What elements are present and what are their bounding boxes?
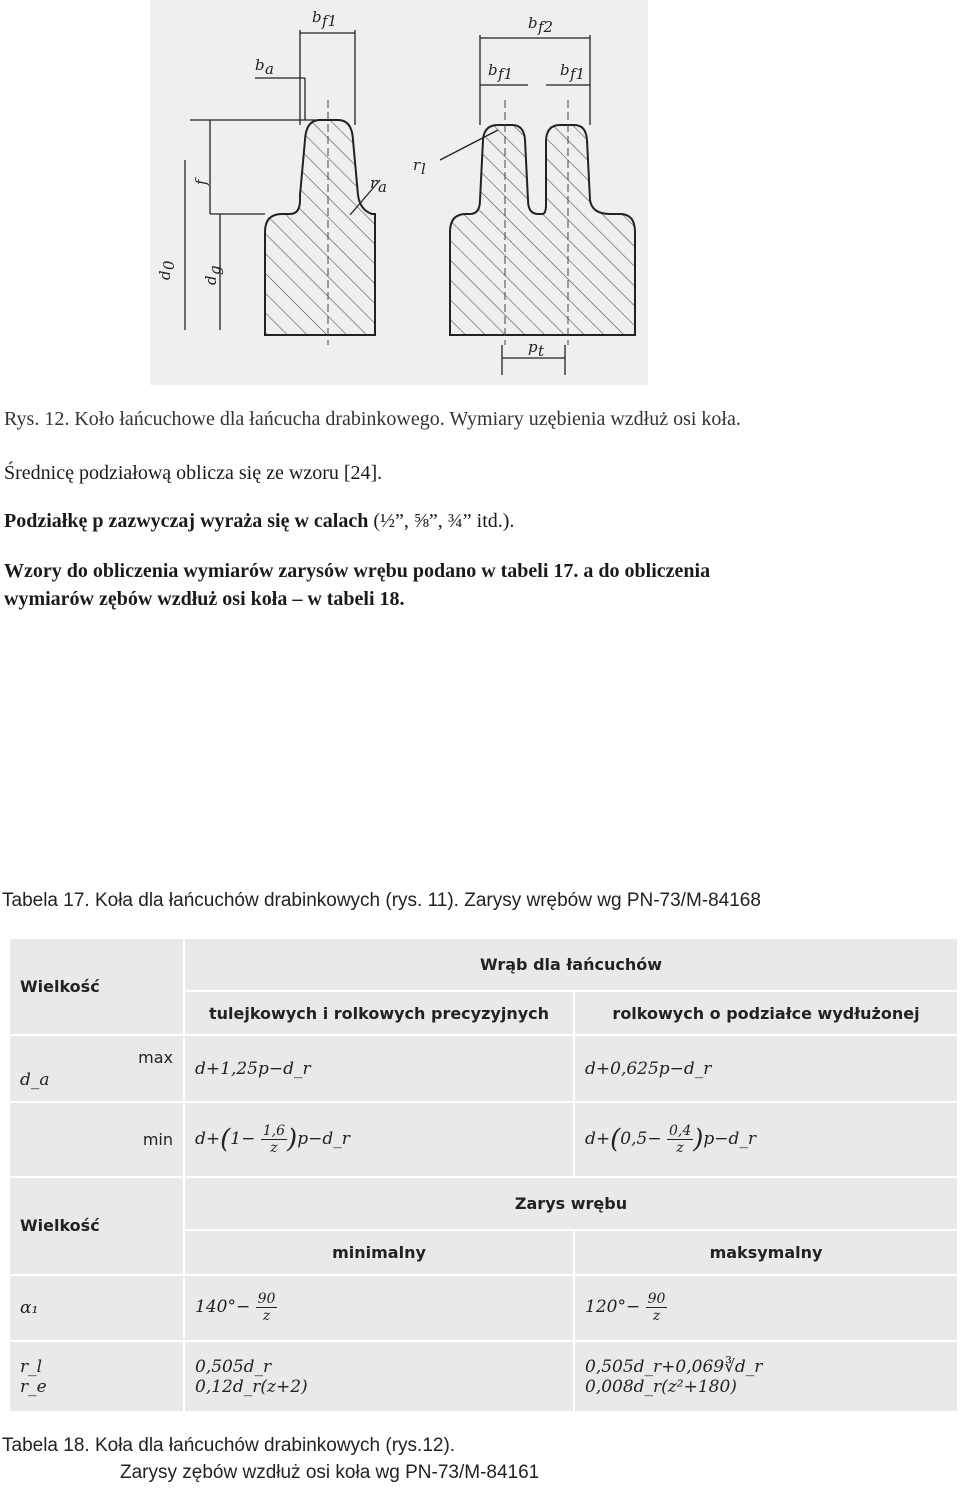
table17-grid xyxy=(8,937,959,1413)
table17-da-max-col2: d+0,625p−d_r xyxy=(574,1035,958,1101)
right-tooth-body xyxy=(450,125,635,335)
table17-alpha-max xyxy=(574,1275,958,1341)
label-dg-sub: g xyxy=(206,265,224,275)
table17-header-wielkosc-2: Wielkość xyxy=(9,1177,184,1274)
da-min-col1-post: p−d_r xyxy=(297,1129,350,1150)
table18-caption-line2: Zarysy zębów wzdłuż osi koła wg PN-73/M-84161 xyxy=(120,1462,540,1483)
table17-r-symbols xyxy=(9,1341,184,1412)
left-tooth-body xyxy=(265,120,375,335)
label-d0-sub: 0 xyxy=(160,260,178,270)
alpha-min-pre: 140°− xyxy=(195,1297,251,1318)
alpha-min-fraction xyxy=(256,1291,278,1324)
da-min-col2-num: 0,4 xyxy=(668,1123,692,1140)
label-bf1-left: b xyxy=(312,8,322,26)
table17-rl-symbol: r_l xyxy=(20,1356,43,1377)
da-min-col2-post: p−d_r xyxy=(703,1129,757,1150)
table17-da-max-col1: d+1,25p−d_r xyxy=(184,1035,574,1101)
label-dg: d xyxy=(202,275,220,285)
table17-rl-min: 0,505d_r xyxy=(195,1356,272,1377)
table17-da-min-col2 xyxy=(574,1102,958,1177)
da-min-col2-close: ) xyxy=(693,1124,704,1155)
table17-header-col1: tulejkowych i rolkowych precyzyjnych xyxy=(184,991,574,1035)
da-min-col2-a: 0,5− xyxy=(620,1129,662,1150)
table18-caption-line1: Tabela 18. Koła dla łańcuchów drabinkowych (rys.12). xyxy=(2,1435,456,1456)
label-d0: d xyxy=(156,270,174,280)
label-pt-sub: t xyxy=(538,342,545,360)
da-min-col2-fraction xyxy=(667,1123,693,1156)
label-ra-sub: a xyxy=(378,178,387,196)
da-min-col2-open: ( xyxy=(610,1124,621,1155)
label-bf2: b xyxy=(528,14,538,32)
table17-header-min: minimalny xyxy=(184,1230,574,1274)
label-bf1-mid: b xyxy=(488,61,498,79)
table17-da-symbol: d_a xyxy=(20,1069,50,1090)
alpha-max-den: z xyxy=(652,1308,661,1325)
table17-rl-max: 0,505d_r+0,069∛d_r xyxy=(585,1356,763,1377)
paragraph-podzialka xyxy=(4,510,514,533)
table17-re-max: 0,008d_r(z²+180) xyxy=(585,1376,737,1397)
alpha-max-pre: 120°− xyxy=(585,1297,641,1318)
figure-caption: Rys. 12. Koło łańcuchowe dla łańcucha drabinkowego. Wymiary uzębienia wzdłuż osi koła. xyxy=(4,408,741,430)
da-min-col1-num: 1,6 xyxy=(262,1123,286,1140)
table17-re-symbol: r_e xyxy=(20,1376,47,1397)
da-min-col1-pre: d+ xyxy=(195,1129,221,1150)
alpha-min-num: 90 xyxy=(257,1291,276,1308)
table17-header-wielkosc: Wielkość xyxy=(9,938,184,1035)
da-min-col1-fraction xyxy=(261,1123,287,1156)
da-min-col1-den: z xyxy=(270,1140,278,1157)
alpha-max-fraction xyxy=(646,1291,668,1324)
table17-da-min-col1 xyxy=(184,1102,574,1177)
table17 xyxy=(8,937,959,1413)
table17-min-label: min xyxy=(9,1102,184,1177)
sprocket-drawing xyxy=(150,0,648,385)
table17-alpha-symbol: α₁ xyxy=(9,1275,184,1341)
table17-header-zarys: Zarys wrębu xyxy=(184,1177,958,1230)
paragraph-wzory-1: Wzory do obliczenia wymiarów zarysów wrębu podano w tabeli 17. a do obliczenia xyxy=(4,560,711,582)
table17-header-max: maksymalny xyxy=(574,1230,958,1274)
label-pt: p xyxy=(528,338,538,356)
label-bf1-mid-sub: f1 xyxy=(498,65,514,83)
label-bf2-sub: f2 xyxy=(538,18,554,36)
table17-re-min: 0,12d_r(z+2) xyxy=(195,1376,308,1397)
alpha-max-num: 90 xyxy=(647,1291,666,1308)
table17-header-col2: rolkowych o podziałce wydłużonej xyxy=(574,991,958,1035)
table17-r-min xyxy=(184,1341,574,1412)
label-bf1-right: b xyxy=(560,61,570,79)
paragraph-wzory-2: wymiarów zębów wzdłuż osi koła – w tabeli 18. xyxy=(4,588,405,610)
paragraph-podzialka-bold: Podziałkę p zazwyczaj wyraża się w calach xyxy=(4,510,369,532)
da-min-col1-close: ) xyxy=(287,1124,298,1155)
paragraph-srednica: Średnicę podziałową oblicza się ze wzoru [24]. xyxy=(4,462,383,484)
da-min-col2-pre: d+ xyxy=(585,1129,611,1150)
alpha-min-den: z xyxy=(262,1308,271,1325)
table17-r-max xyxy=(574,1341,958,1412)
sprocket-tooth-profile-svg xyxy=(150,0,648,385)
table17-caption: Tabela 17. Koła dla łańcuchów drabinkowych (rys. 11). Zarysy wrębów wg PN-73/M-84168 xyxy=(2,890,761,911)
table17-alpha-min xyxy=(184,1275,574,1341)
da-min-col1-a: 1− xyxy=(230,1129,256,1150)
table17-max-label: max xyxy=(138,1047,173,1067)
label-rl: r xyxy=(413,156,421,174)
label-bf1-right-sub: f1 xyxy=(570,65,586,83)
label-rl-sub: l xyxy=(421,160,426,178)
label-ba-sub: a xyxy=(265,60,274,78)
paragraph-podzialka-rest: (½”, ⅝”, ¾” itd.). xyxy=(368,510,515,532)
table17-header-wrab: Wrąb dla łańcuchów xyxy=(184,938,958,991)
label-f: f xyxy=(192,179,210,185)
label-bf1-left-sub: f1 xyxy=(322,12,338,30)
label-ba: b xyxy=(255,56,265,74)
da-min-col2-den: z xyxy=(676,1140,684,1157)
label-ra: r xyxy=(370,174,378,192)
da-min-col1-open: ( xyxy=(220,1124,231,1155)
table17-da-max-cell xyxy=(9,1035,184,1101)
